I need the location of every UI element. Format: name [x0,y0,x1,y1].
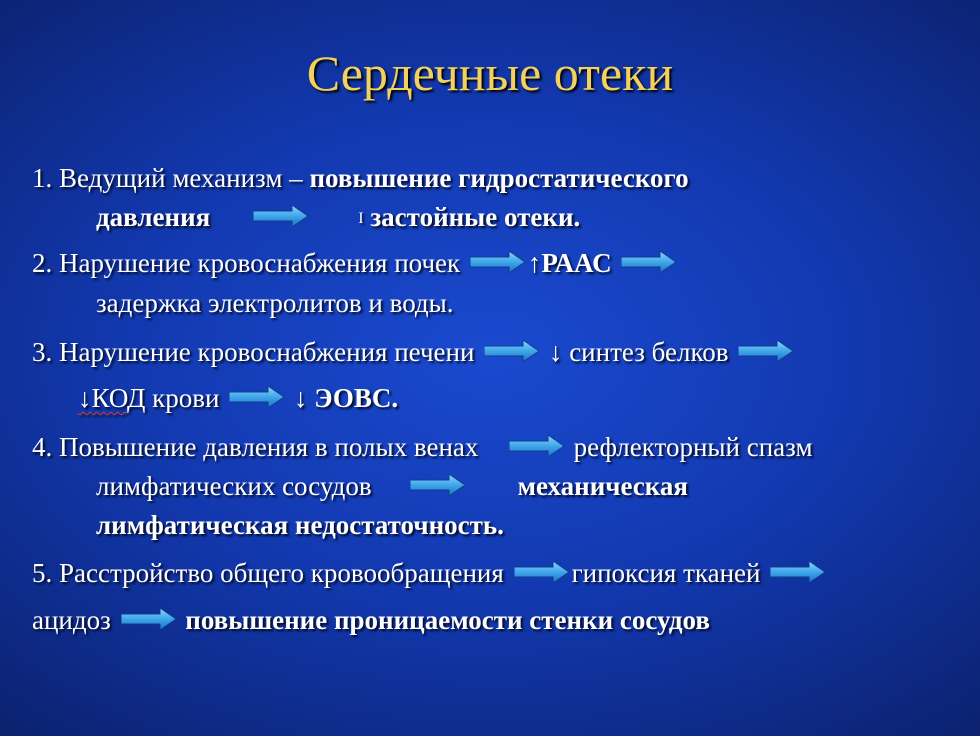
item-3-line-2 [78,382,398,414]
arrow-down-icon: ↓ [78,383,92,413]
item-5-line-1 [32,557,828,589]
item-5-line-2 [32,604,710,636]
right-arrow-icon [253,205,308,227]
item-5-text-2: ацидоз [32,605,111,635]
item-4-line-3 [96,509,504,541]
right-arrow-icon [229,386,284,408]
right-arrow-icon [509,435,564,457]
item-1-number: 1. [32,163,53,193]
item-4-bold-2: лимфатическая недостаточность. [96,510,504,540]
item-1-bold: повышение гидростатического [309,163,689,193]
item-3-line-1 [32,336,796,368]
item-2-line-2 [96,287,454,319]
right-arrow-icon [770,561,825,583]
text-cursor-icon: I [358,210,364,227]
item-3-number: 3. [32,337,53,367]
right-arrow-icon [121,608,176,630]
item-4-bold: механическая [517,471,689,501]
arrow-down-icon: ↓ [294,383,308,413]
item-1-text: Ведущий механизм – [59,163,303,193]
item-3-rest: крови [152,383,220,413]
item-2-line-1 [32,247,679,279]
right-arrow-icon [621,251,676,273]
item-3-kod: КОД [91,383,146,413]
slide-title: Сердечные отеки [306,45,674,101]
item-3-after: синтез белков [569,337,729,367]
item-2-text-2: задержка электролитов и воды. [96,288,454,318]
item-5-bold: повышение проницаемости стенки сосудов [185,605,710,635]
item-5-text: Расстройство общего кровообращения [59,558,504,588]
right-arrow-icon [470,251,525,273]
item-3-bold: ЭОВС. [314,383,399,413]
item-5-number: 5. [32,558,53,588]
item-4-after: рефлекторный спазм [573,432,813,462]
item-2-text: Нарушение кровоснабжения почек [59,248,461,278]
arrow-down-icon: ↓ [548,337,563,367]
item-2-bold: РААС [541,248,612,278]
item-2-number: 2. [32,248,53,278]
right-arrow-icon [484,340,539,362]
item-4-line-2 [96,470,688,502]
item-3-text: Нарушение кровоснабжения печени [59,337,475,367]
item-1-line-2 [96,201,580,235]
right-arrow-icon [514,561,569,583]
item-4-number: 4. [32,432,53,462]
arrow-up-icon: ↑ [527,248,542,278]
item-5-after: гипоксия тканей [571,558,761,588]
item-1-line-1 [32,162,689,194]
item-4-line-1 [32,431,813,463]
right-arrow-icon [738,340,793,362]
item-1-bold-2: давления [96,202,211,232]
right-arrow-icon [410,474,465,496]
item-1-result: застойные отеки. [370,202,581,232]
item-4-text-2: лимфатических сосудов [96,471,372,501]
item-4-text: Повышение давления в полых венах [59,432,479,462]
